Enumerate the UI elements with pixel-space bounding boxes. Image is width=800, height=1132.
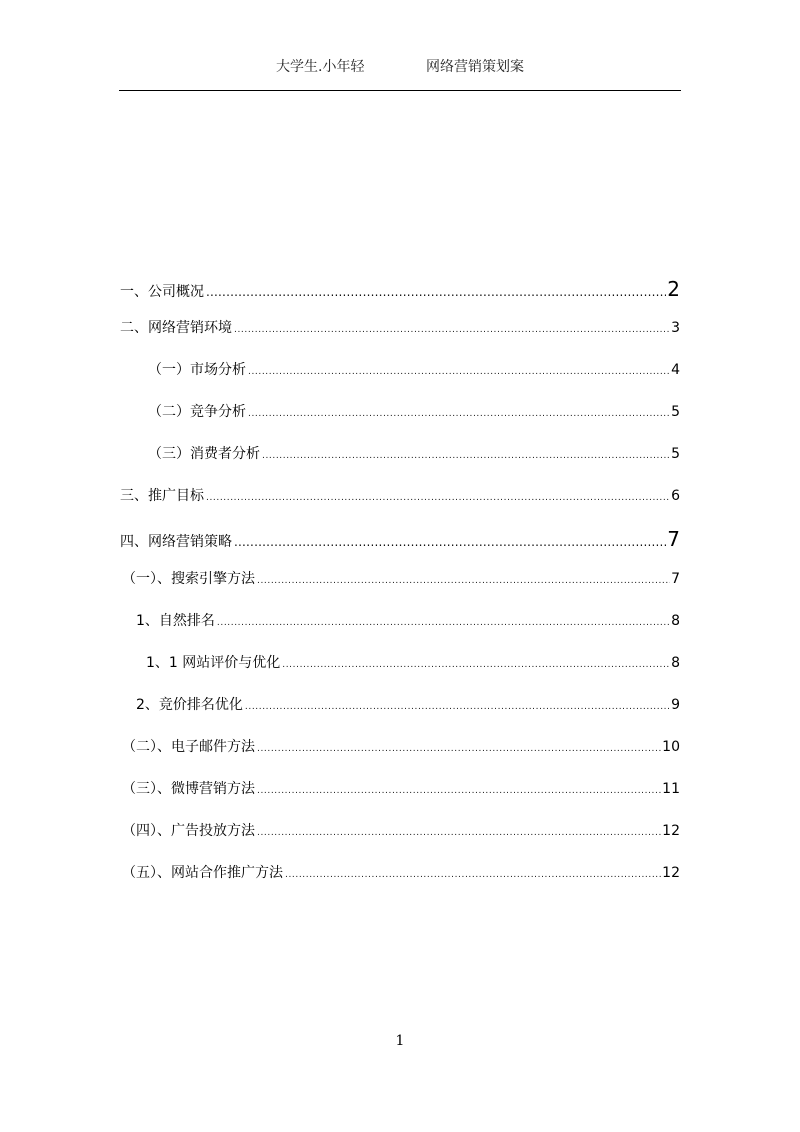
- toc-entry-page: 3: [671, 320, 680, 336]
- toc-leader-dots: [262, 444, 670, 468]
- toc-leader-dots: [257, 821, 661, 845]
- toc-entry[interactable]: [122, 861, 680, 885]
- toc-entry[interactable]: [122, 819, 680, 843]
- toc-entry[interactable]: [120, 316, 680, 340]
- toc-entry-page: 6: [671, 488, 680, 504]
- header-title: 网络营销策划案: [426, 59, 524, 75]
- toc-leader-dots: [285, 863, 661, 887]
- toc-entry-label: 1、自然排名: [136, 613, 215, 629]
- toc-leader-dots: [248, 360, 670, 384]
- toc-entry-page: 8: [671, 613, 680, 629]
- toc-entry[interactable]: [148, 400, 680, 424]
- toc-leader-dots: [282, 653, 670, 677]
- toc-entry-label: （五）、网站合作推广方法: [122, 865, 283, 881]
- toc-entry-label: 二、网络营销环境: [120, 320, 232, 336]
- toc-entry-page: 5: [671, 404, 680, 420]
- header-divider: [119, 90, 681, 91]
- toc-entry-page: 7: [671, 571, 680, 587]
- toc-entry-label: （一）、搜索引擎方法: [122, 571, 255, 587]
- toc-entry-page: 12: [662, 823, 680, 839]
- toc-leader-dots: [257, 737, 661, 761]
- toc-entry[interactable]: [136, 609, 680, 633]
- toc-entry-label: （三）、微博营销方法: [122, 781, 255, 797]
- toc-entry-label: 一、公司概况: [120, 284, 204, 300]
- toc-leader-dots: [217, 611, 670, 635]
- toc-entry-page: 10: [662, 739, 680, 755]
- toc-leader-dots: [234, 318, 670, 342]
- toc-entry-page: 2: [667, 277, 680, 301]
- toc-entry[interactable]: [120, 527, 680, 551]
- toc-leader-dots: [257, 569, 670, 593]
- toc-entry[interactable]: [146, 651, 680, 675]
- toc-leader-dots: [206, 280, 666, 304]
- toc-entry[interactable]: [122, 777, 680, 801]
- toc-entry[interactable]: [122, 735, 680, 759]
- page-header: [0, 56, 800, 80]
- toc-leader-dots: [206, 486, 670, 510]
- toc-entry-page: 7: [667, 527, 680, 551]
- page-number: 1: [395, 1033, 405, 1049]
- toc-leader-dots: [234, 530, 666, 554]
- toc-entry-page: 12: [662, 865, 680, 881]
- toc-entry-label: 四、网络营销策略: [120, 534, 232, 550]
- toc-entry-page: 9: [671, 697, 680, 713]
- toc-entry-label: （二）、电子邮件方法: [122, 739, 255, 755]
- toc-entry-label: 1、1 网站评价与优化: [146, 655, 281, 671]
- toc-entry-page: 5: [671, 446, 680, 462]
- toc-entry[interactable]: [148, 358, 680, 382]
- toc-entry[interactable]: [120, 484, 680, 508]
- toc-entry-page: 11: [662, 781, 680, 797]
- toc-leader-dots: [248, 402, 670, 426]
- toc-entry-label: （三）消费者分析: [148, 446, 260, 462]
- toc-entry-page: 8: [671, 655, 680, 671]
- toc-entry-label: 三、推广目标: [120, 488, 204, 504]
- toc-entry-label: （四）、广告投放方法: [122, 823, 255, 839]
- toc-entry[interactable]: [122, 567, 680, 591]
- header-author: 大学生.小年轻: [276, 59, 365, 75]
- toc-leader-dots: [257, 779, 661, 803]
- toc-entry[interactable]: [148, 442, 680, 466]
- toc-entry[interactable]: [136, 693, 680, 717]
- toc-entry-page: 4: [671, 362, 680, 378]
- toc-entry[interactable]: [120, 277, 680, 301]
- toc-entry-label: 2、竞价排名优化: [136, 697, 243, 713]
- toc-leader-dots: [245, 695, 670, 719]
- toc-entry-label: （一）市场分析: [148, 362, 246, 378]
- toc-entry-label: （二）竞争分析: [148, 404, 246, 420]
